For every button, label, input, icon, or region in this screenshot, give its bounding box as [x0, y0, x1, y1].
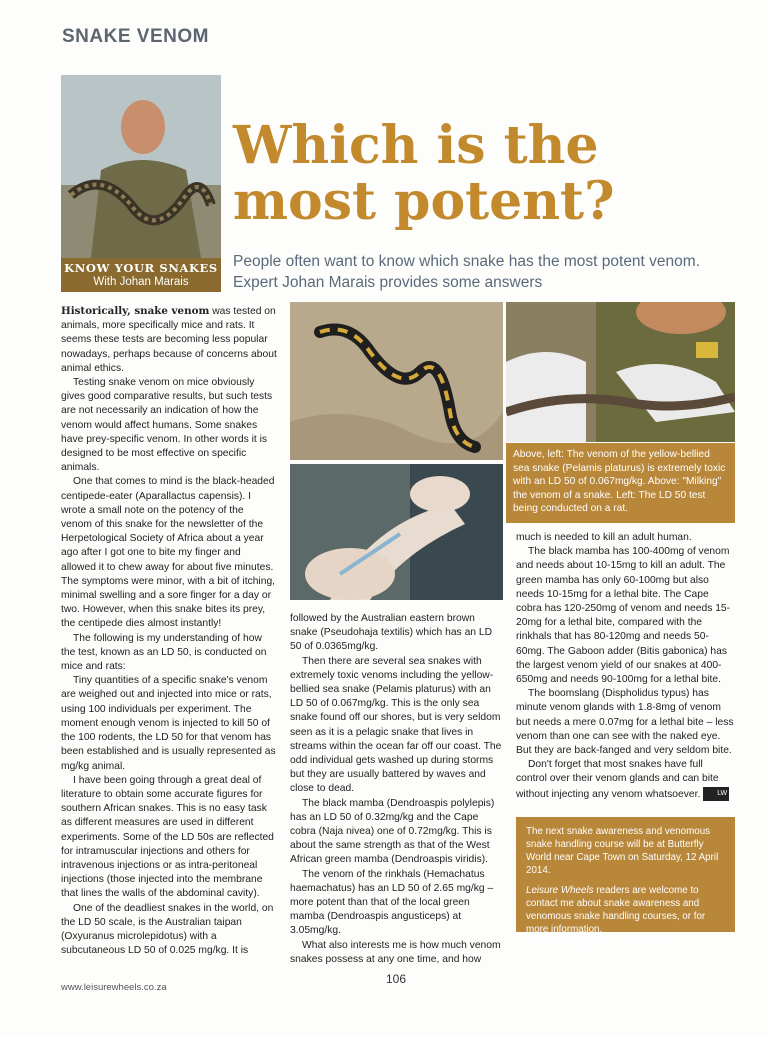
paragraph: followed by the Australian eastern brown snake (Pseudohaja textilis) which has an LD 50 of 0.0365mg/kg.	[290, 613, 493, 653]
paragraph: Tiny quantities of a specific snake's venom are weighed out and injected into mice or rats, using 100 individuals per experiment. The moment enough venom is injected to kill 50 of the 100 rodents, the LD 50 for that venom has been established and is usually represented as mg/kg animal.	[61, 675, 276, 772]
paragraph: Historically, snake venom was tested on animals, more specifically mice and rats. It seems these tests are becoming less popular nowadays, perhaps because of concerns about animal ethics.	[61, 305, 277, 374]
article-column-3	[516, 531, 735, 802]
paragraph: The following is my understanding of how the test, known as an LD 50, is conducted on mice and rats:	[61, 632, 267, 673]
paragraph: much is needed to kill an adult human.	[516, 532, 692, 543]
paragraph: What also interests me is how much venom snakes possess at any one time, and how	[290, 939, 501, 965]
standfirst: People often want to know which snake has the most potent venom. Expert Johan Marais provides some answers	[233, 253, 700, 291]
paragraph: The black mamba (Dendroaspis polylepis) has an LD 50 of 0.32mg/kg and the Cape cobra (Naja nivea) one of 0.72mg/kg. This is about the same strength as that of the West African green mamba (Dendroaspis viridis).	[290, 797, 495, 866]
paragraph: One of the deadliest snakes in the world, on the LD 50 scale, is the Australian taipan (Oxyuranus microlepidotus) with a subcutaneous LD 50 of 0.025 mg/kg. It is	[61, 902, 274, 957]
author-banner	[61, 258, 221, 292]
article-column-2	[290, 612, 503, 967]
headline	[233, 115, 703, 232]
rat-test-photo	[290, 464, 503, 600]
course-info-box	[516, 817, 735, 948]
paragraph: I have been going through a great deal of literature to obtain some accurate figures for southern African snakes. This is no easy task as different measures are used in different experiments. Some of the LD 50s are reflected for intramuscular injections and others for intravenous injections or as intra-peritoneal injections (those injected into the membrane that lines the walls of the abdominal cavity).	[61, 774, 274, 900]
paragraph: Testing snake venom on mice obviously gives good comparative results, but such tests are not necessarily an indication of how the venom would affect humans. Some snakes have prey-specific venom. In other words it is designed to be most effective on specific animals.	[61, 377, 273, 474]
magazine-name: Leisure Wheels	[526, 885, 594, 896]
paragraph: One that comes to mind is the black-headed centipede-eater (Aparallactus capensis). I wrote a small note on the potency of the venom of this snake for the newsletter of the Herpetological Society of Africa about a year ago after I got one to bite my finger and allowed it to chew away for about five minutes. The symptoms were minor, with a bit of itching, minimal swelling and a sore finger for a day or two. However, when this snake bites its prey, the centipede dies almost instantly!	[61, 476, 276, 630]
article-column-1	[61, 304, 277, 958]
section-label: SNAKE VENOM	[62, 26, 209, 47]
end-mark: LW	[703, 787, 729, 801]
paragraph: Don't forget that most snakes have full control over their venom glands and can bite without injecting any venom whatsoever. LW	[516, 759, 728, 800]
lead-in: Historically, snake venom	[61, 305, 210, 317]
column-title: KNOW YOUR SNAKES	[64, 261, 218, 275]
paragraph: The boomslang (Dispholidus typus) has minute venom glands with 1.8-8mg of venom but needs a mere 0.07mg for a lethal bite – less venom than one can see with the naked eye. But they are back-fanged and very seldom bite.	[516, 688, 734, 757]
paragraph: The venom of the rinkhals (Hemachatus haemachatus) has an LD 50 of 2.65 mg/kg – more potent than that of the local green mamba (Dendroaspis angusticeps) at 3.05mg/kg.	[290, 868, 494, 937]
headline-line2: most potent?	[233, 171, 615, 232]
author-byline: With Johan Marais	[93, 276, 189, 288]
contact-notice: Leisure Wheels readers are welcome to contact me about snake awareness and venomous snake handling courses, or for more information. johan@africansnakebiteinstitute.com	[526, 885, 706, 948]
milking-venom-photo	[506, 302, 735, 442]
photo-caption: Above, left: The venom of the yellow-bellied sea snake (Pelamis platurus) is extremely toxic with an LD 50 of 0.067mg/kg. Above: "Milking" the venom of a snake. Left: The LD 50 test being conducted on a rat.	[506, 443, 735, 523]
page-number: 106	[386, 972, 407, 986]
paragraph: Then there are several sea snakes with extremely toxic venoms including the yellow-bellied sea snake (Pelamis platurus) with an LD 50 of 0.067mg/kg. This is the only sea snake found off our shores, but is very seldom seen as it is a pelagic snake that lives in streams within the ocean far off our coast. The odd individual gets washed up during storms but they are usually battered by waves and close to dead.	[290, 655, 502, 795]
paragraph: The black mamba has 100-400mg of venom and needs about 10-15mg to kill an adult. The green mamba has only 60-100mg but also needs 10-15mg for a lethal bite. The Cape cobra has 120-250mg of venom and needs 15-20mg for a lethal bite, compared with the rinkhals that has 80-120mg and needs 50-60mg. The Gaboon adder (Bitis gabonica) has the largest venom yield of our snakes at 400-650mg and needs 90-100mg for a lethal bite.	[516, 546, 731, 686]
course-notice: The next snake awareness and venomous snake handling course will be at Butterfly World near Cape Town on Saturday, 12 April 2014.	[526, 826, 719, 876]
sea-snake-photo	[290, 302, 503, 460]
footer-url: www.leisurewheels.co.za	[61, 982, 167, 993]
headline-line1: Which is the	[233, 115, 599, 176]
author-photo	[61, 75, 221, 258]
